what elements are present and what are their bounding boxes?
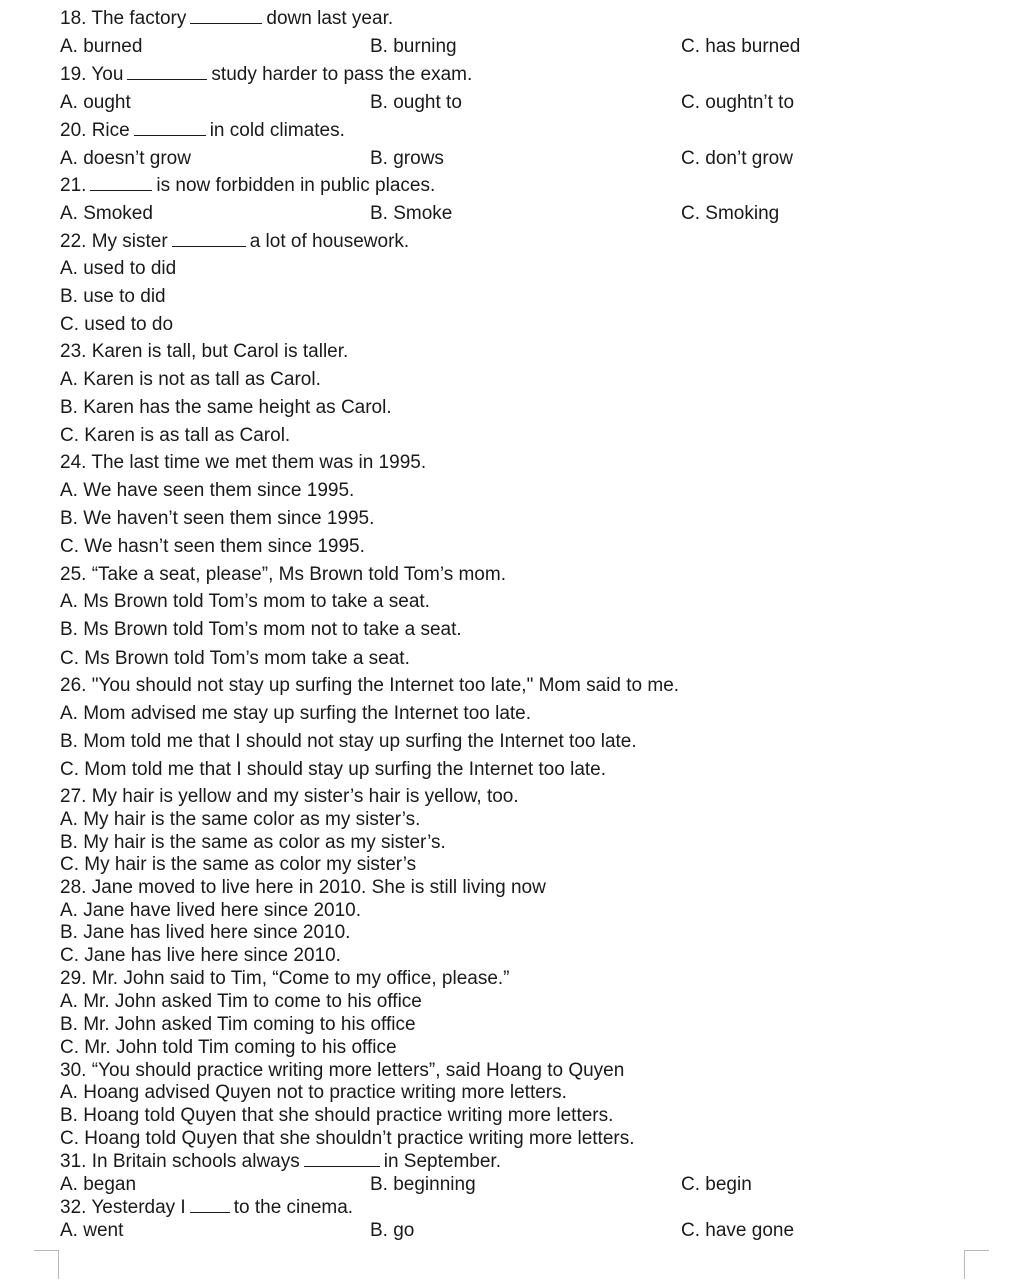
answer-blank [172, 231, 246, 247]
question-25: 25. “Take a seat, please”, Ms Brown told Tom’s mom. [60, 564, 506, 585]
option-c: C. begin [681, 1174, 752, 1195]
options-row [0, 36, 1024, 58]
option-c: C. oughtn’t to [681, 92, 795, 113]
option-a: A. used to did [60, 258, 177, 279]
option-a: A. went [60, 1220, 124, 1241]
question-stem: 19. You [60, 64, 124, 85]
question-26: 26. "You should not stay up surfing the Internet too late," Mom said to me. [60, 675, 680, 696]
question-23: 23. Karen is tall, but Carol is taller. [60, 341, 349, 362]
option-b: B. Mom told me that I should not stay up surfing the Internet too late. [60, 731, 637, 752]
option-c: C. have gone [681, 1220, 795, 1241]
question-28: 28. Jane moved to live here in 2010. She is still living now [60, 877, 546, 898]
answer-blank [304, 1151, 380, 1167]
option-c: C. Mr. John told Tim coming to his office [60, 1037, 397, 1058]
question-stem-end: in September. [383, 1151, 501, 1172]
answer-blank [127, 64, 207, 80]
question-stem: 31. In Britain schools always [60, 1151, 300, 1172]
question-stem-end: down last year. [266, 8, 394, 29]
question-30: 30. “You should practice writing more letters”, said Hoang to Quyen [60, 1060, 625, 1081]
option-a: A. My hair is the same color as my sister’s. [60, 809, 421, 830]
option-a: A. doesn’t grow [60, 148, 191, 169]
question-stem: 21. [60, 175, 87, 196]
question-18 [60, 8, 393, 30]
option-a: A. Mr. John asked Tim to come to his office [60, 991, 422, 1012]
question-stem: 32. Yesterday I [60, 1197, 186, 1218]
question-stem-end: in cold climates. [209, 120, 345, 141]
answer-blank [90, 175, 152, 191]
page-margin-corner-left [34, 1250, 59, 1279]
option-c: C. We hasn’t seen them since 1995. [60, 536, 365, 557]
option-b: B. Mr. John asked Tim coming to his office [60, 1014, 416, 1035]
question-22 [60, 231, 409, 253]
question-19 [60, 64, 472, 86]
option-a: A. began [60, 1174, 137, 1195]
question-stem-end: to the cinema. [233, 1197, 354, 1218]
question-stem: 20. Rice [60, 120, 130, 141]
option-a: A. Hoang advised Quyen not to practice writing more letters. [60, 1082, 567, 1103]
question-31 [60, 1151, 501, 1173]
options-row [0, 1174, 1024, 1196]
option-c: C. Karen is as tall as Carol. [60, 425, 291, 446]
option-c: C. Mom told me that I should stay up surfing the Internet too late. [60, 759, 607, 780]
option-a: A. Jane have lived here since 2010. [60, 900, 362, 921]
option-c: C. Jane has live here since 2010. [60, 945, 341, 966]
option-a: A. Smoked [60, 203, 153, 224]
option-a: A. Mom advised me stay up surfing the Internet too late. [60, 703, 532, 724]
option-c: C. Hoang told Quyen that she shouldn’t practice writing more letters. [60, 1128, 635, 1149]
option-b: B. Ms Brown told Tom’s mom not to take a seat. [60, 619, 462, 640]
question-stem: 18. The factory [60, 8, 187, 29]
answer-blank [190, 8, 262, 24]
question-24: 24. The last time we met them was in 1995. [60, 452, 427, 473]
question-20 [60, 120, 345, 142]
question-29: 29. Mr. John said to Tim, “Come to my office, please.” [60, 968, 510, 989]
options-row [0, 148, 1024, 170]
question-32 [60, 1197, 353, 1219]
answer-blank [134, 120, 206, 136]
option-b: B. use to did [60, 286, 166, 307]
options-row [0, 203, 1024, 225]
option-c: C. Ms Brown told Tom’s mom take a seat. [60, 648, 410, 669]
option-b: B. Hoang told Quyen that she should practice writing more letters. [60, 1105, 614, 1126]
question-stem: 22. My sister [60, 231, 168, 252]
option-a: A. burned [60, 36, 143, 57]
question-stem-end: a lot of housework. [249, 231, 410, 252]
options-row [0, 92, 1024, 114]
option-b: B. beginning [370, 1174, 476, 1195]
option-c: C. My hair is the same as color my sister’s [60, 854, 417, 875]
page-margin-corner-right [964, 1250, 989, 1279]
option-b: B. ought to [370, 92, 462, 113]
option-b: B. Jane has lived here since 2010. [60, 922, 351, 943]
option-b: B. We haven’t seen them since 1995. [60, 508, 375, 529]
option-c: C. used to do [60, 314, 174, 335]
option-a: A. Ms Brown told Tom’s mom to take a seat. [60, 591, 430, 612]
option-b: B. burning [370, 36, 457, 57]
option-a: A. ought [60, 92, 131, 113]
question-stem-end: study harder to pass the exam. [211, 64, 473, 85]
options-row [0, 1220, 1024, 1242]
option-c: C. don’t grow [681, 148, 793, 169]
option-b: B. grows [370, 148, 444, 169]
question-21 [60, 175, 435, 197]
option-b: B. My hair is the same as color as my sister’s. [60, 832, 446, 853]
option-c: C. has burned [681, 36, 801, 57]
answer-blank [190, 1197, 230, 1213]
option-b: B. go [370, 1220, 415, 1241]
option-b: B. Karen has the same height as Carol. [60, 397, 392, 418]
option-b: B. Smoke [370, 203, 453, 224]
option-c: C. Smoking [681, 203, 780, 224]
question-stem-end: is now forbidden in public places. [156, 175, 436, 196]
option-a: A. We have seen them since 1995. [60, 480, 355, 501]
question-27: 27. My hair is yellow and my sister’s hair is yellow, too. [60, 786, 519, 807]
option-a: A. Karen is not as tall as Carol. [60, 369, 321, 390]
